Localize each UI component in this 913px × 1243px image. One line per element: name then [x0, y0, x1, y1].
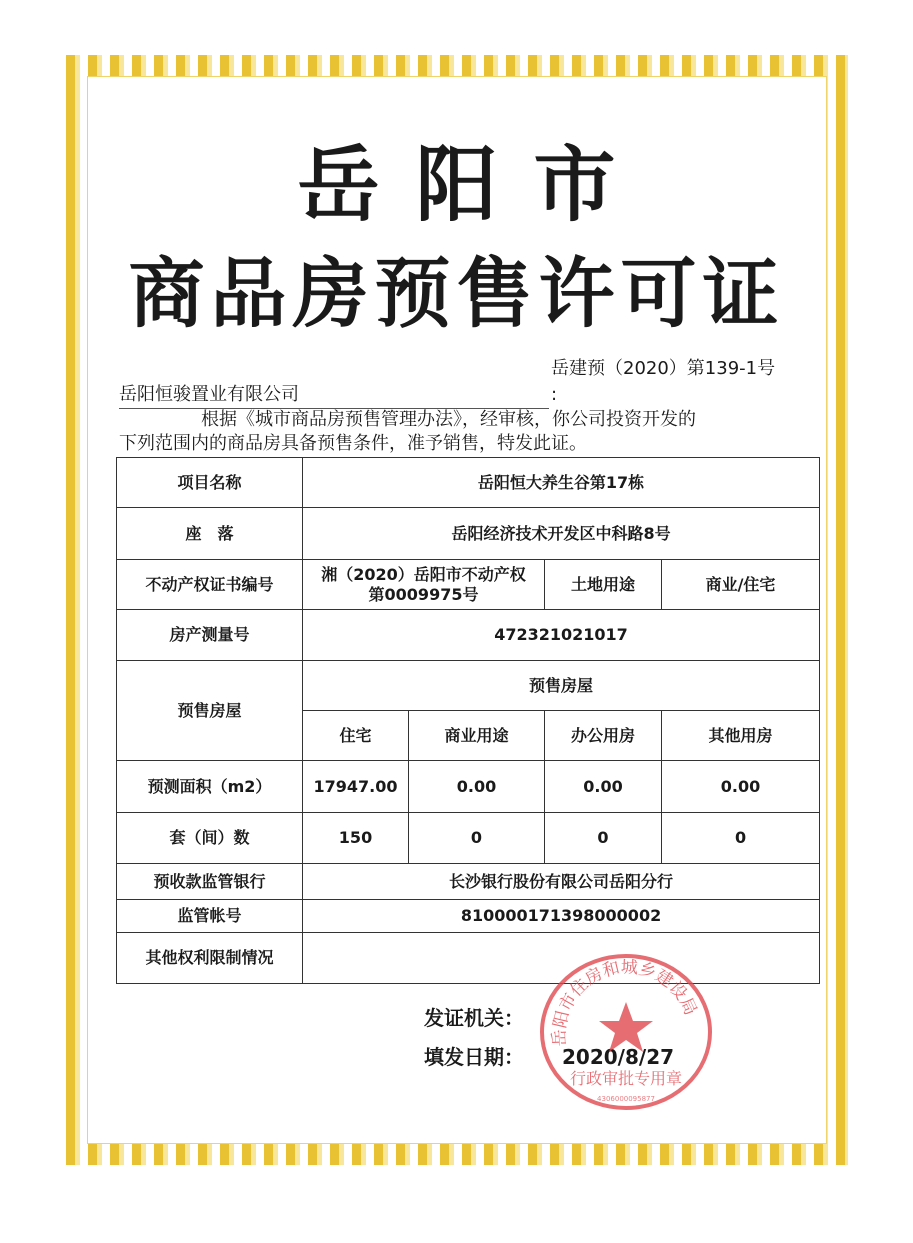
table-row	[117, 813, 820, 864]
table-row	[117, 900, 820, 933]
seal-inner-text: 行政审批专用章	[569, 1069, 683, 1088]
category-office: 办公用房	[545, 711, 662, 761]
bank-value: 长沙银行股份有限公司岳阳分行	[303, 864, 820, 900]
area-commercial: 0.00	[409, 761, 545, 813]
title-certificate: 商品房预售许可证	[128, 249, 785, 338]
project-name-label: 项目名称	[117, 458, 303, 508]
property-cert-line-2: 第0009975号	[368, 584, 479, 604]
certificate-number-text: 岳建预（2020）第139-1号	[551, 358, 776, 379]
category-other: 其他用房	[662, 711, 820, 761]
date-label: 填发日期：	[424, 1045, 524, 1069]
units-residential: 150	[303, 813, 409, 864]
project-name-value: 岳阳恒大养生谷第17栋	[303, 458, 820, 508]
table-row	[117, 560, 820, 610]
category-commercial: 商业用途	[409, 711, 545, 761]
property-cert-label: 不动产权证书编号	[117, 560, 303, 610]
land-use-label: 土地用途	[545, 560, 662, 610]
property-cert-value	[303, 560, 545, 610]
presale-label: 预售房屋	[117, 661, 303, 761]
account-label: 监管帐号	[117, 900, 303, 933]
units-other: 0	[662, 813, 820, 864]
property-cert-line-1: 湘（2020）岳阳市不动产权	[321, 564, 526, 584]
colon-mark: :	[551, 384, 558, 405]
area-office: 0.00	[545, 761, 662, 813]
table-row	[117, 761, 820, 813]
presale-table	[116, 457, 820, 984]
statement-line-2: 下列范围内的商品房具备预售条件，准予销售，特发此证。	[119, 433, 587, 454]
seal-serial: 4306000095877	[597, 1095, 655, 1103]
statement-line-1: 根据《城市商品房预售管理办法》，经审核，你公司投资开发的	[201, 409, 696, 430]
units-commercial: 0	[409, 813, 545, 864]
land-use-value: 商业/住宅	[662, 560, 820, 610]
table-row	[117, 610, 820, 661]
area-residential: 17947.00	[303, 761, 409, 813]
title-city: 岳阳市	[297, 138, 652, 233]
category-residential: 住宅	[303, 711, 409, 761]
table-row	[117, 864, 820, 900]
other-rights-label: 其他权利限制情况	[117, 933, 303, 984]
units-label: 套（间）数	[117, 813, 303, 864]
bank-label: 预收款监管银行	[117, 864, 303, 900]
location-label: 座 落	[117, 508, 303, 560]
official-seal	[538, 950, 714, 1110]
presale-header: 预售房屋	[303, 661, 820, 711]
table-row	[117, 508, 820, 560]
survey-label: 房产测量号	[117, 610, 303, 661]
survey-value: 472321021017	[303, 610, 820, 661]
table-row	[117, 933, 820, 984]
account-value: 810000171398000002	[303, 900, 820, 933]
units-office: 0	[545, 813, 662, 864]
seal-outer-text: 岳阳市住房和城乡建设局	[549, 957, 701, 1047]
table-row	[117, 661, 820, 711]
table-row	[117, 458, 820, 508]
area-other: 0.00	[662, 761, 820, 813]
issuer-label: 发证机关：	[424, 1006, 524, 1030]
statement	[119, 408, 824, 456]
location-value: 岳阳经济技术开发区中科路8号	[303, 508, 820, 560]
issue-date: 2020/8/27	[562, 1045, 675, 1069]
company-name: 岳阳恒骏置业有限公司	[119, 382, 549, 409]
certificate-number	[551, 356, 775, 408]
seal-star-icon	[599, 1002, 653, 1052]
area-label: 预测面积（m2）	[117, 761, 303, 813]
